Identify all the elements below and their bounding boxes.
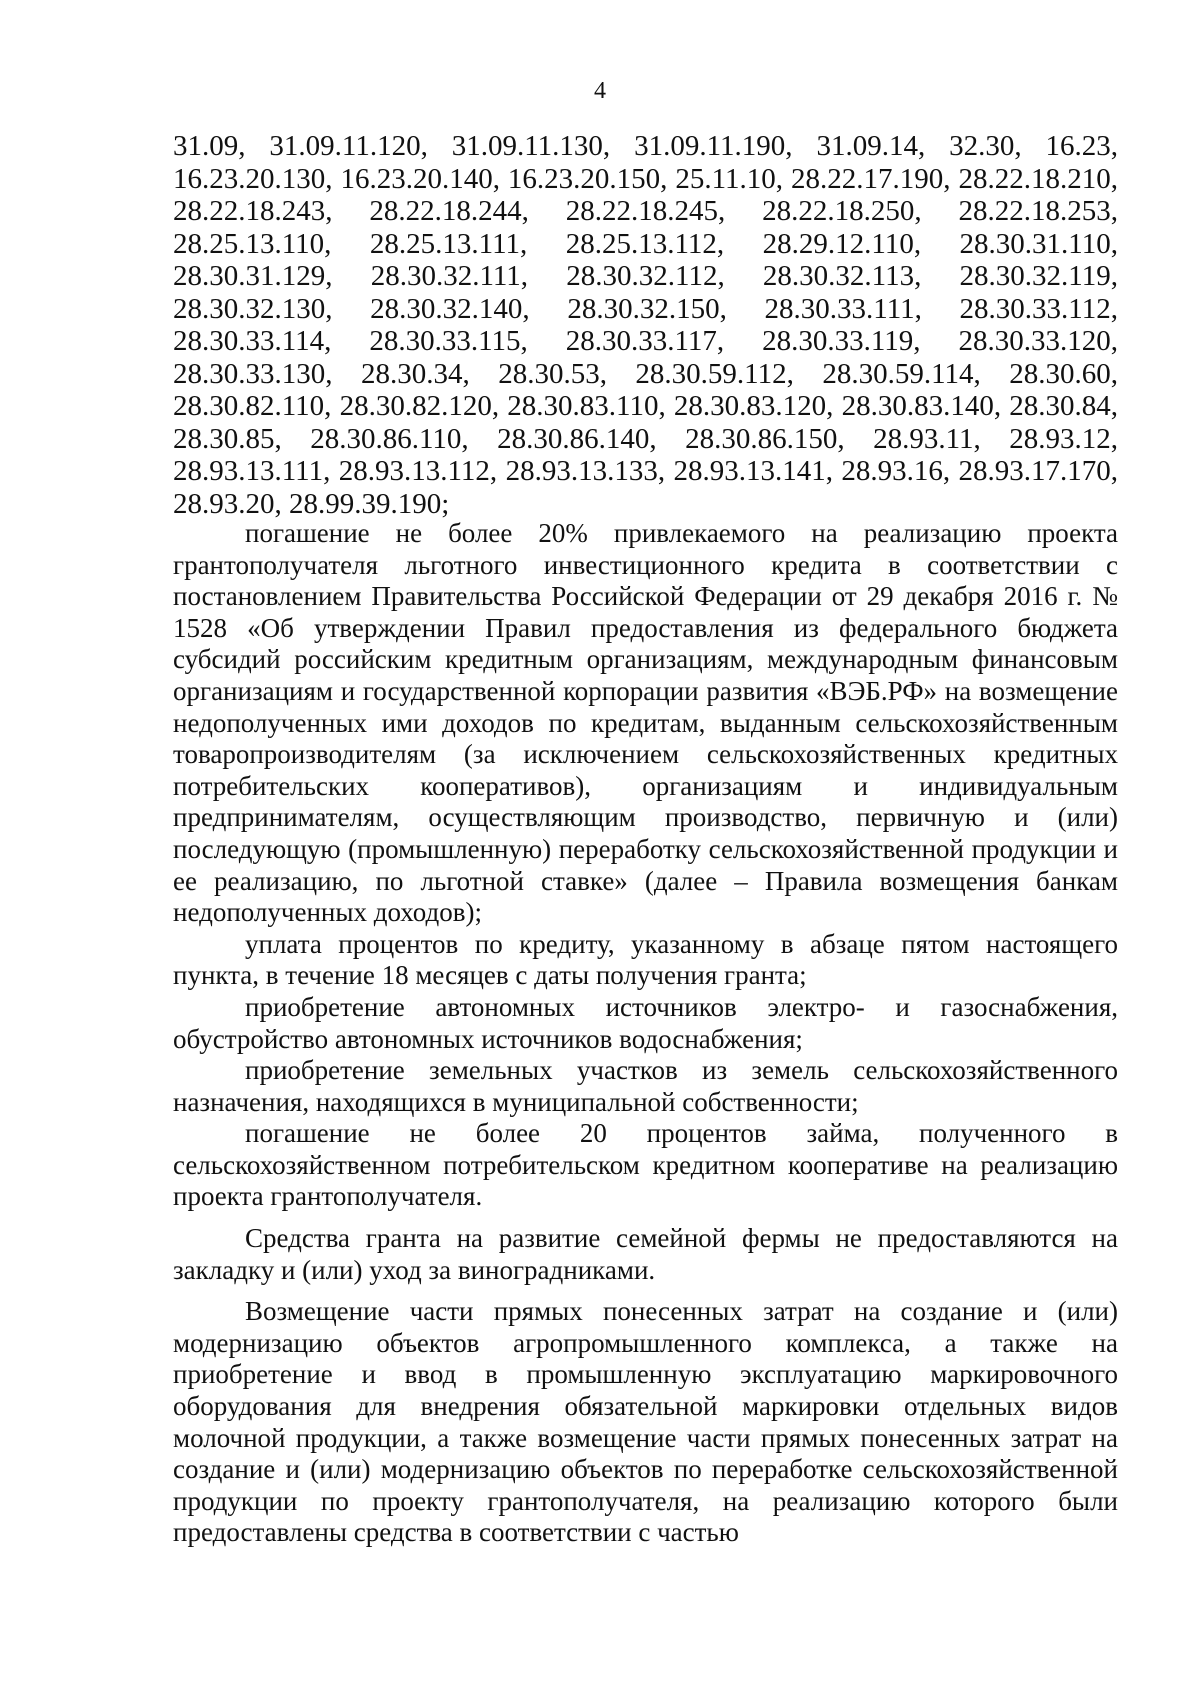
code-item: 28.30.32.112, [566,260,725,292]
code-item: 28.30.33.111, [764,292,922,325]
code-item: 28.22.17.190, [791,162,951,195]
code-item: 16.23.20.130, [173,162,333,195]
code-item: 31.09.11.190, [634,130,793,162]
code-item: 28.93.16, [841,455,951,487]
code-item: 28.93.13.141, [673,455,833,487]
code-item: 28.30.60, [1009,357,1118,390]
code-item: 28.30.33.112, [959,292,1118,325]
code-item: 28.25.13.112, [565,227,725,260]
code-item: 28.30.84, [1009,390,1118,422]
code-item: 28.30.33.119, [762,325,921,357]
code-item: 28.30.32.140, [370,292,530,325]
code-item: 28.30.53, [498,357,607,390]
code-item: 28.22.18.250, [762,195,922,227]
code-line [173,195,1118,228]
code-item: 28.22.18.244, [369,195,529,227]
paragraph-cost-reimbursement: Возмещение части прямых понесенных затрат на создание и (или) модернизацию объектов агропромышленного комплекса, а также на приобретение и ввод в промышленную эксплуатацию маркировочного оборудования для внедрения обязательной маркировки отдельных видов молочной продукции, а также возмещение части прямых понесенных затрат на создание и (или) модернизацию объектов по переработке сельскохозяйственной продукции по проекту грантополучателя, на реализацию которого были предоставлены средства в соответствии с частью [173,1296,1118,1548]
paragraph-land-purchase: приобретение земельных участков из земель сельскохозяйственного назначения, находящихся в муниципальной собственности; [173,1055,1118,1117]
code-line [173,455,1118,488]
code-item: 28.93.11, [873,422,981,455]
code-item: 28.30.33.115, [369,325,528,357]
paragraph-cooperative-loan: погашение не более 20 процентов займа, полученного в сельскохозяйственном потребительском кредитном кооперативе на реализацию проекта грантополучателя. [173,1118,1118,1212]
code-item: 28.30.33.130, [173,357,333,390]
code-item: 28.22.18.210, [958,162,1118,195]
code-item: 28.93.20, 28.99.39.190; [173,487,450,520]
paragraph-loan-repayment: погашение не более 20% привлекаемого на реализацию проекта грантополучателя льготного инвестиционного кредита в соответствии с постановлением Правительства Российской Федерации от 29 декабря 2016 г. № 1528 «Об утверждении Правил предоставления из федерального бюджета субсидий российским кредитным организациям, международным финансовым организациям и государственной корпорации развития «ВЭБ.РФ» на возмещение недополученных ими доходов по кредитам, выданным сельскохозяйственным товаропроизводителям (за исключением сельскохозяйственных кредитных потребительских кооперативов), организациям и индивидуальным предпринимателям, осуществляющим производство, первичную и (или) последующую (промышленную) переработку сельскохозяйственной продукции и ее реализацию, по льготной ставке» (далее – Правила возмещения банкам недополученных доходов); [173,518,1118,928]
code-item: 28.30.33.117, [565,325,725,357]
code-line [173,228,1118,261]
code-item: 28.93.12, [1009,422,1118,455]
code-item: 28.93.13.133, [505,455,666,487]
paragraph-autonomous-sources: приобретение автономных источников электро- и газоснабжения, обустройство автономных источников водоснабжения; [173,991,1118,1054]
code-item: 28.93.17.170, [958,455,1118,487]
paragraph-vineyards: Средства гранта на развитие семейной фермы не предоставляются на закладку и (или) уход за виноградниками. [173,1223,1118,1285]
code-line [173,358,1118,391]
code-item: 28.30.32.111, [370,260,529,292]
code-line [173,423,1118,456]
code-item: 28.30.83.110, [507,390,666,422]
page-number: 4 [594,78,606,104]
code-item: 28.30.31.110, [959,227,1118,260]
code-item: 28.22.18.243, [173,195,333,227]
code-item: 31.09.11.130, [451,130,611,162]
code-item: 28.30.32.113, [762,260,922,292]
code-item: 25.11.10, [675,162,784,195]
code-item: 28.30.32.130, [173,292,333,325]
code-line [173,130,1118,163]
code-item: 28.30.86.140, [497,422,657,455]
code-line [173,390,1118,423]
code-item: 28.30.82.120, [339,390,500,422]
paragraph-interest-payment: уплата процентов по кредиту, указанному в абзаце пятом настоящего пункта, в течение 18 месяцев с даты получения гранта; [173,928,1118,991]
code-item: 28.30.83.120, [673,390,834,422]
code-item: 28.30.34, [360,357,470,390]
code-item: 32.30, [949,130,1022,162]
code-item: 28.30.85, [173,422,282,455]
code-item: 16.23, [1045,130,1118,162]
code-item: 16.23.20.150, [507,162,668,195]
code-line [173,293,1118,326]
code-item: 28.30.82.110, [173,390,332,422]
code-item: 28.30.83.140, [841,390,1002,422]
okpd-code-list [173,130,1118,520]
code-item: 16.23.20.140, [340,162,500,195]
code-item: 28.30.32.150, [567,292,727,325]
code-line [173,325,1118,358]
code-item: 28.93.13.111, [173,455,331,487]
code-item: 28.22.18.245, [565,195,726,227]
code-item: 31.09.11.120, [269,130,428,162]
code-item: 28.30.31.129, [173,260,333,292]
document-body [173,518,1118,1549]
code-line [173,488,1118,521]
code-item: 28.30.86.110, [310,422,469,455]
code-item: 28.30.59.112, [635,357,794,390]
code-item: 28.93.13.112, [338,455,498,487]
code-item: 31.09, [173,130,246,162]
code-line [173,163,1118,196]
code-item: 28.30.59.114, [822,357,981,390]
code-line [173,260,1118,293]
code-item: 28.22.18.253, [958,195,1118,227]
code-item: 28.29.12.110, [762,227,922,260]
code-item: 28.30.32.119, [959,260,1118,292]
code-item: 28.30.33.114, [173,325,332,357]
code-item: 28.25.13.111, [369,227,528,260]
code-item: 31.09.14, [816,130,926,162]
code-item: 28.25.13.110, [173,227,332,260]
code-item: 28.30.33.120, [958,325,1118,357]
code-item: 28.30.86.150, [685,422,845,455]
